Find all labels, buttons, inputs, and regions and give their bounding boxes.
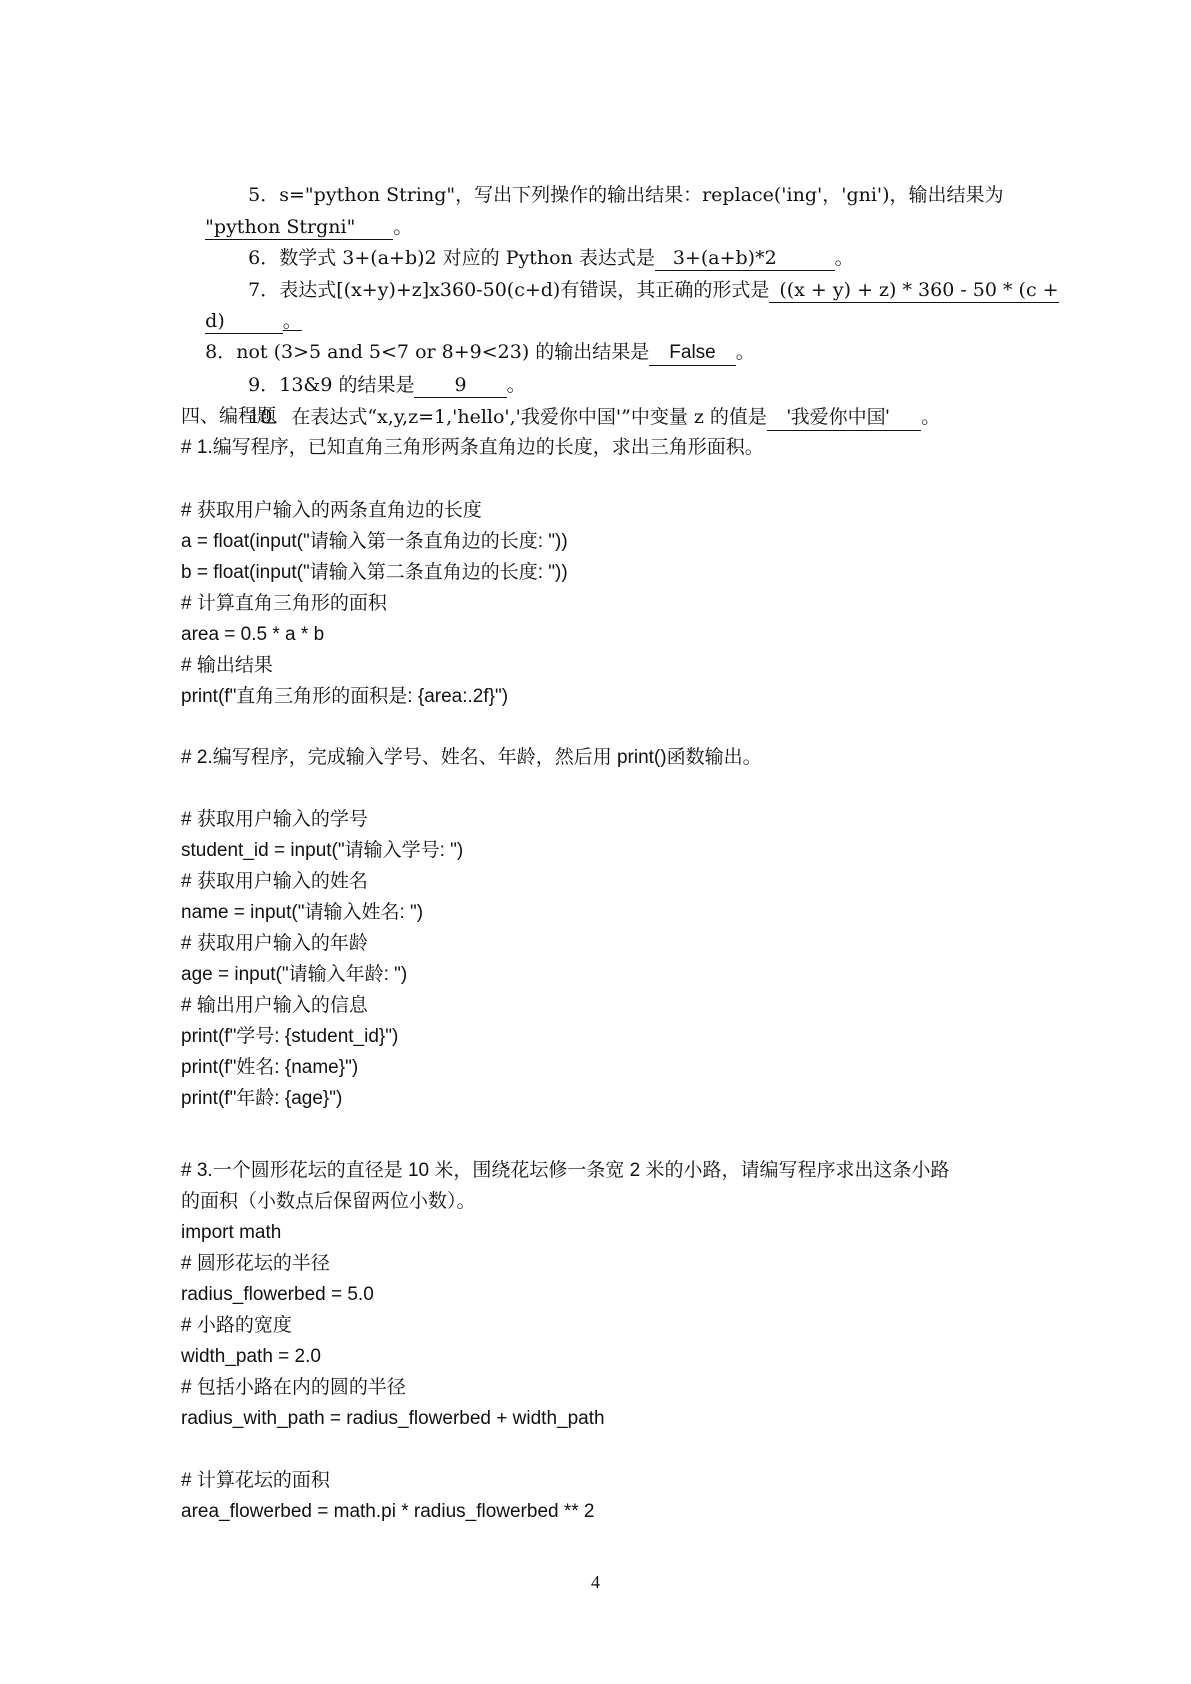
code-line: area_flowerbed = math.pi * radius_flowerbed ** 2 (181, 1501, 595, 1522)
question-6-tail: 。 (834, 247, 854, 269)
code-line: # 获取用户输入的学号 (181, 809, 368, 830)
code-line: b = float(input("请输入第二条直角边的长度: ")) (181, 562, 568, 583)
question-6-text: 6．数学式 3+(a+b)2 对应的 Python 表达式是 (248, 247, 655, 269)
code-line: import math (181, 1222, 282, 1243)
program-1-title: # 1.编写程序，已知直角三角形两条直角边的长度，求出三角形面积。 (181, 437, 764, 458)
page-number: 4 (591, 1572, 600, 1592)
answer-blank-7-part1: ((x + y) + z) * 360 - 50 * (c + (769, 278, 1058, 303)
code-line: print(f"直角三角形的面积是: {area:.2f}") (181, 686, 509, 707)
code-line: age = input("请输入年龄: ") (181, 964, 408, 985)
code-line: # 获取用户输入的姓名 (181, 871, 368, 892)
answer-blank-7-part2: d) (205, 309, 283, 334)
code-line: # 计算直角三角形的面积 (181, 593, 387, 614)
code-line: # 计算花坛的面积 (181, 1470, 330, 1491)
code-line: print(f"学号: {student_id}") (181, 1026, 399, 1047)
question-5-text: 5．s="python String"，写出下列操作的输出结果：replace('ing'，'gni')，输出结果为 (248, 184, 1004, 206)
program-2-title: # 2.编写程序，完成输入学号、姓名、年龄，然后用 print()函数输出。 (181, 747, 762, 768)
code-line: name = input("请输入姓名: ") (181, 902, 424, 923)
answer-blank-10: '我爱你中国' (767, 406, 921, 431)
answer-blank-6: 3+(a+b)*2 (655, 246, 835, 271)
code-line: # 获取用户输入的年龄 (181, 933, 368, 954)
code-line: # 获取用户输入的两条直角边的长度 (181, 500, 482, 521)
question-9-text: 9．13&9 的结果是 (248, 374, 415, 396)
program-3-title: # 3.一个圆形花坛的直径是 10 米，围绕花坛修一条宽 2 米的小路，请编写程序求出这条小路 (181, 1160, 950, 1181)
answer-blank-5: "python Strgni" (205, 215, 393, 240)
answer-blank-8: False (649, 341, 735, 366)
code-line: area = 0.5 * a * b (181, 624, 325, 645)
question-10-text: 10．在表达式“x,y,z=1,'hello','我爱你中国'”中变量 z 的值是 (248, 406, 767, 428)
code-line: a = float(input("请输入第一条直角边的长度: ")) (181, 531, 568, 552)
question-8-text: 8．not (3>5 and 5<7 or 8+9<23) 的输出结果是 (205, 341, 650, 363)
question-9-tail: 。 (506, 374, 526, 396)
question-10-tail: 。 (921, 406, 941, 428)
answer-blank-9: 9 (414, 373, 506, 398)
code-line: # 输出用户输入的信息 (181, 995, 368, 1016)
code-line: # 包括小路在内的圆的半径 (181, 1377, 406, 1398)
code-line: print(f"年龄: {age}") (181, 1088, 343, 1109)
code-line: radius_flowerbed = 5.0 (181, 1284, 374, 1305)
question-7-tail: 。 (282, 310, 302, 332)
section-heading: 四、编程题 (181, 405, 277, 427)
code-line: radius_with_path = radius_flowerbed + width_path (181, 1408, 605, 1429)
code-line: student_id = input("请输入学号: ") (181, 840, 464, 861)
code-line: # 输出结果 (181, 655, 273, 676)
code-line: print(f"姓名: {name}") (181, 1057, 359, 1078)
program-3-title-continued: 的面积（小数点后保留两位小数）。 (181, 1191, 476, 1212)
code-line: width_path = 2.0 (181, 1346, 321, 1367)
question-8-tail: 。 (735, 341, 755, 363)
question-7-text: 7．表达式[(x+y)+z]x360-50(c+d)有错误，其正确的形式是 (248, 279, 770, 301)
question-5-tail: 。 (393, 216, 413, 238)
code-line: # 圆形花坛的半径 (181, 1253, 330, 1274)
code-line: # 小路的宽度 (181, 1315, 292, 1336)
